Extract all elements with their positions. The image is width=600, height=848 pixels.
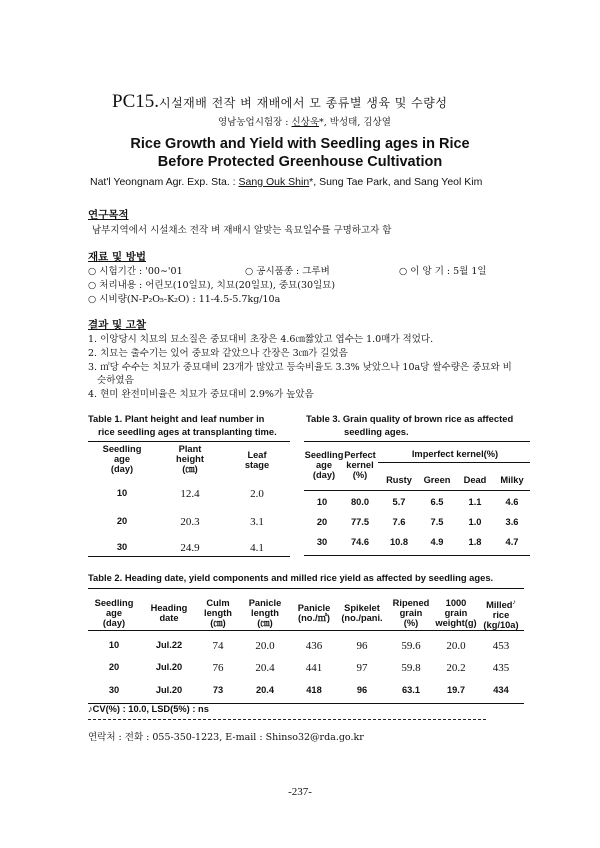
header-text: 1000 (445, 598, 467, 608)
cell-spikelet: 97 (356, 662, 368, 674)
cell-culm: 74 (212, 640, 224, 652)
header-text: Culm (206, 598, 230, 608)
table1-col-height (156, 444, 224, 474)
header-text: Spikelet (344, 603, 380, 613)
table3-caption-line1: Table 3. Grain quality of brown rice as affected (306, 413, 514, 424)
table3-col-dead: Dead (463, 475, 487, 485)
cell-green: 6.5 (430, 497, 444, 507)
header-text: age (113, 454, 131, 464)
table2-col-culm (196, 598, 240, 628)
cell-spikelet: 96 (356, 640, 368, 652)
table2-col-spikelet (336, 603, 388, 623)
cell-ripened: 59.6 (401, 640, 421, 652)
header-text: Panicle (297, 603, 331, 613)
header-text: age (315, 460, 333, 470)
cell-milky: 4.6 (505, 497, 519, 507)
results-item: 1. 이앙당시 치묘의 묘소질은 중묘대비 초장은 4.6㎝짧았고 엽수는 1.0매가 적었다. (88, 334, 434, 345)
cell-height: 24.9 (180, 542, 200, 554)
table2-footnote: ♪CV(%) : 10.0, LSD(5%) : ns (88, 704, 209, 714)
table-row (88, 542, 290, 566)
header-text: (no./㎡) (297, 613, 330, 623)
table-row (304, 537, 530, 551)
header-text: Leaf (247, 450, 267, 460)
english-affiliation (90, 176, 482, 188)
table-row (88, 685, 524, 699)
cell-spikelet: 96 (356, 685, 368, 695)
table2 (88, 592, 524, 704)
cell-perfect: 77.5 (350, 517, 370, 527)
cell-age: 20 (316, 517, 328, 527)
header-text: Seedling (304, 450, 344, 460)
cell-milled: 453 (492, 640, 510, 652)
cell-age: 20 (116, 516, 128, 526)
cell-panicle: 441 (305, 662, 323, 674)
cell-heading: Jul.22 (155, 640, 183, 650)
cell-dead: 1.1 (468, 497, 482, 507)
cell-age: 20 (108, 662, 120, 672)
table-row (88, 488, 290, 512)
cell-perfect: 80.0 (350, 497, 370, 507)
cell-panicle-length: 20.4 (255, 685, 275, 695)
cell-milled: 435 (492, 662, 510, 674)
table3 (304, 444, 530, 556)
cell-leaf: 4.1 (250, 542, 264, 554)
materials-variety: ○ 공시품종 : 그루벼 (245, 266, 330, 277)
cell-culm: 76 (212, 662, 224, 674)
header-text: (day) (312, 470, 336, 480)
cell-heading: Jul.20 (155, 685, 183, 695)
table3-caption (306, 412, 513, 438)
table1-top-rule (88, 441, 290, 442)
table2-col-grain-weight (434, 598, 478, 628)
results-item: 4. 현미 완전미비율은 치묘가 중묘대비 2.9%가 높았음 (88, 389, 314, 400)
cell-age: 30 (316, 537, 328, 547)
cell-milled: 434 (493, 685, 509, 695)
header-text: stage (244, 460, 270, 470)
header-text: Seedling (94, 598, 134, 608)
header-text: date (159, 613, 179, 623)
table2-col-panicle-length (240, 598, 290, 628)
header-text: age (105, 608, 123, 618)
table1-col-age (88, 444, 156, 474)
header-text: (day) (110, 464, 134, 474)
header-text: length (251, 608, 279, 618)
cell-leaf: 2.0 (250, 488, 264, 500)
header-text: Milled (486, 600, 513, 611)
coauthors-ko: *, 박성태, 김상열 (319, 117, 391, 128)
english-title-line1: Rice Growth and Yield with Seedling ages in Rice (130, 136, 470, 152)
contact-line: 연락처 : 전화 : 055-350-1223, E-mail : Shinso32@rda.go.kr (88, 732, 364, 743)
table1-caption-line2: rice seedling ages at transplanting time. (98, 426, 277, 437)
materials-treatment: ○ 처리내용 : 어린모(10일묘), 치묘(20일묘), 중묘(30일묘) (88, 280, 336, 291)
table1-caption-line1: Table 1. Plant height and leaf number in (88, 413, 265, 424)
table-row (304, 497, 530, 511)
header-text: rice (492, 610, 510, 621)
cell-rusty: 7.6 (392, 517, 406, 527)
korean-title-line (112, 91, 447, 113)
korean-title: 시설재배 전작 벼 재배에서 모 종류별 생육 및 수량성 (159, 96, 448, 110)
cell-milky: 4.7 (505, 537, 519, 547)
header-text: Ripened (392, 598, 430, 608)
cell-age: 30 (108, 685, 120, 695)
header-text: (%) (352, 470, 368, 480)
coauthors-en: *, Sung Tae Park, and Sang Yeol Kim (309, 176, 483, 188)
header-text: grain (399, 608, 423, 618)
table2-caption: Table 2. Heading date, yield components and milled rice yield as affected by seedling ages. (88, 572, 494, 583)
header-text: Plant (178, 444, 202, 454)
cell-panicle-length: 20.0 (255, 640, 275, 652)
header-text: (day) (102, 618, 126, 628)
cell-ripened: 63.1 (401, 685, 421, 695)
table1-caption (88, 412, 277, 438)
table1 (88, 444, 290, 566)
english-title-line2: Before Protected Greenhouse Cultivation (157, 154, 443, 170)
table2-col-milled (478, 598, 524, 630)
header-text: weight(g) (435, 618, 477, 628)
affiliation-prefix-ko: 영남농업시험장 : (218, 117, 292, 128)
table-row (88, 516, 290, 540)
table3-col-age (304, 450, 344, 480)
separator-dashed (88, 719, 486, 720)
header-text: Panicle (248, 598, 282, 608)
cell-green: 7.5 (430, 517, 444, 527)
cell-panicle: 436 (305, 640, 323, 652)
header-text: (kg/10a) (483, 620, 519, 631)
materials-fertilizer: ○ 시비량(N-P₂O₅-K₂O) : 11-4.5-5.7kg/10a (88, 294, 281, 305)
table2-top-rule (88, 588, 524, 589)
cell-age: 10 (108, 640, 120, 650)
materials-period: ○ 시험기간 : '00∼'01 (88, 266, 183, 277)
header-text: (㎝) (210, 618, 226, 628)
cell-heading: Jul.20 (155, 662, 183, 672)
table3-caption-line2: seedling ages. (344, 426, 409, 437)
cell-rusty: 5.7 (392, 497, 406, 507)
cell-grain-weight: 20.2 (446, 662, 466, 674)
materials-transplant: ○ 이 앙 기 : 5월 1일 (399, 266, 487, 277)
header-text: (㎝) (257, 618, 273, 628)
header-text: Heading (150, 603, 188, 613)
page-number: -237- (288, 786, 312, 798)
header-text: Seedling (102, 444, 142, 454)
table2-col-heading (140, 603, 198, 623)
results-item: 3. ㎡당 수수는 치묘가 중묘대비 23개가 많았고 등숙비율도 3.3% 낮았으나 10a당 쌀수량은 중묘와 비 (88, 362, 512, 373)
cell-age: 30 (116, 542, 128, 552)
table-row (304, 517, 530, 531)
table3-top-rule (304, 441, 530, 442)
materials-heading: 재료 및 방법 (88, 251, 147, 263)
header-text: (%) (403, 618, 419, 628)
header-text: kernel (346, 460, 374, 470)
table2-col-panicle (290, 603, 338, 623)
table3-col-green: Green (423, 475, 451, 485)
cell-ripened: 59.8 (401, 662, 421, 674)
table3-col-rusty: Rusty (386, 475, 412, 485)
cell-panicle-length: 20.4 (255, 662, 275, 674)
header-text: (㎝) (182, 464, 198, 474)
cell-leaf: 3.1 (250, 516, 264, 528)
results-item: 2. 치묘는 출수기는 있어 중묘와 같았으나 간장은 3㎝가 길었음 (88, 348, 348, 359)
cell-culm: 73 (212, 685, 224, 695)
table3-col-imperfect: Imperfect kernel(%) (411, 449, 499, 459)
table3-col-perfect (340, 450, 380, 480)
cell-milky: 3.6 (505, 517, 519, 527)
header-text: grain (444, 608, 468, 618)
presenting-author-ko: 신상욱 (291, 117, 320, 128)
table1-col-leaf (224, 450, 290, 470)
cell-age: 10 (316, 497, 328, 507)
table2-col-ripened (388, 598, 434, 628)
korean-affiliation (218, 114, 391, 128)
cell-panicle: 418 (306, 685, 322, 695)
results-item: 슷하였음 (88, 375, 134, 386)
abstract-code: PC15. (112, 91, 159, 112)
affiliation-prefix-en: Nat'l Yeongnam Agr. Exp. Sta. : (90, 176, 239, 188)
table1-header (88, 444, 290, 482)
header-text: Perfect (344, 450, 376, 460)
cell-dead: 1.8 (468, 537, 482, 547)
cell-green: 4.9 (430, 537, 444, 547)
cell-height: 20.3 (180, 516, 200, 528)
presenting-author-en: Sang Ouk Shin (238, 176, 310, 188)
results-heading: 결과 및 고찰 (88, 319, 147, 331)
header-text: length (204, 608, 232, 618)
cell-grain-weight: 19.7 (446, 685, 466, 695)
footnote-mark: ♪ (512, 599, 516, 606)
table-row (88, 662, 524, 676)
table2-col-age (88, 598, 140, 628)
cell-rusty: 10.8 (389, 537, 409, 547)
purpose-heading: 연구목적 (88, 209, 129, 221)
header-text: height (176, 454, 204, 464)
header-text: (no./pani. (341, 613, 383, 623)
cell-grain-weight: 20.0 (446, 640, 466, 652)
cell-perfect: 74.6 (350, 537, 370, 547)
purpose-text: 남부지역에서 시설채소 전작 벼 재배시 알맞는 육묘일수를 구명하고자 함 (92, 225, 392, 236)
cell-age: 10 (116, 488, 128, 498)
table3-col-milky: Milky (500, 475, 524, 485)
cell-dead: 1.0 (468, 517, 482, 527)
table-row (88, 640, 524, 654)
cell-height: 12.4 (180, 488, 200, 500)
